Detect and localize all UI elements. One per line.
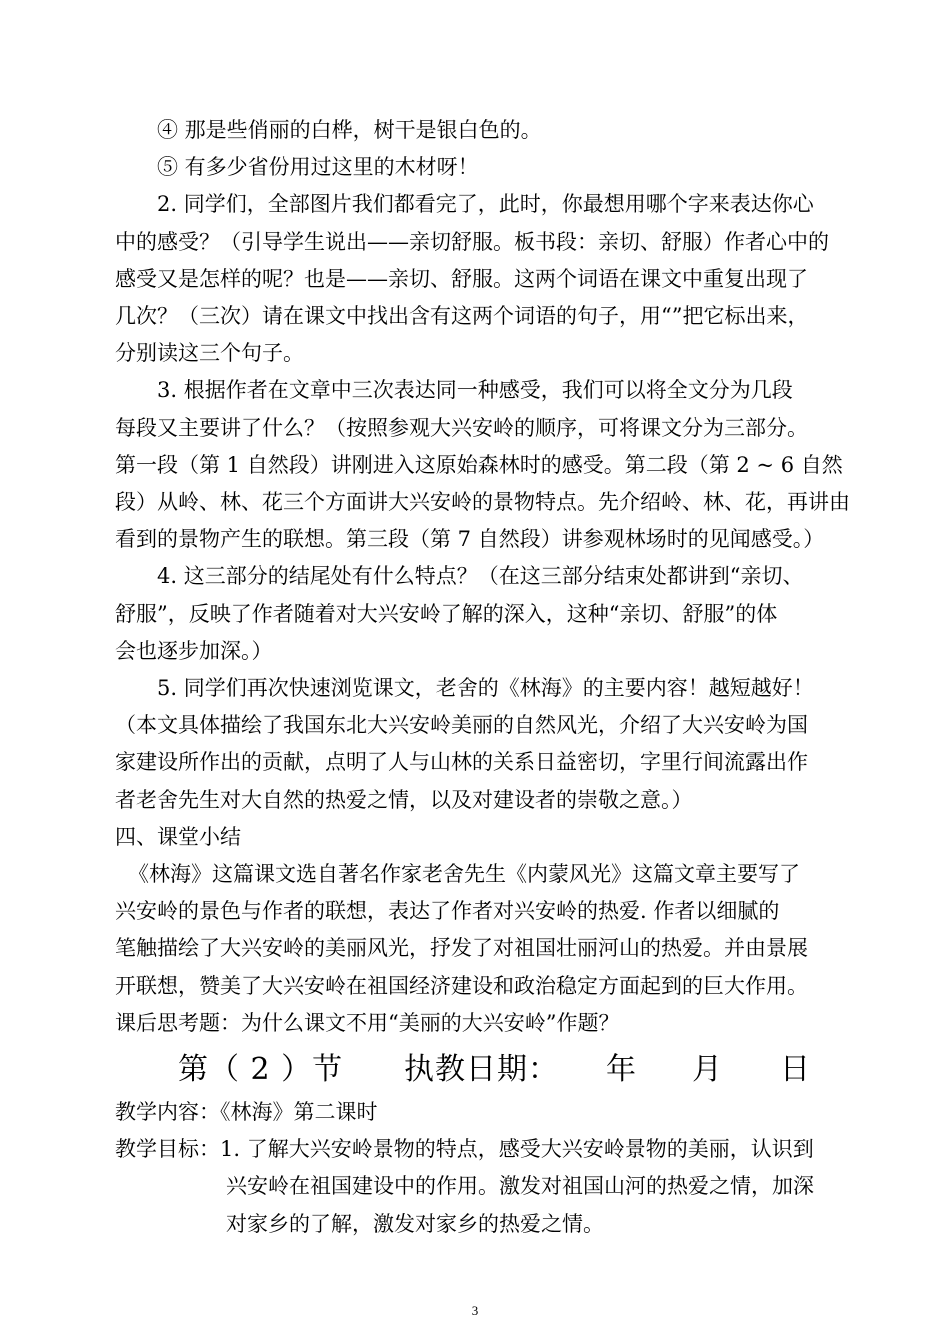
section-heading: 四、课堂小结 (115, 824, 241, 849)
teaching-goal-line: 教学目标：1. 了解大兴安岭景物的特点，感受大兴安岭景物的美丽，认识到 (115, 1137, 814, 1162)
paragraph-line: （本文具体描绘了我国东北大兴安岭美丽的自然风光，介绍了大兴安岭为国 (115, 713, 808, 738)
paragraph-line: 每段又主要讲了什么？（按照参观大兴安岭的顺序，可将课文分为三部分。 (115, 415, 808, 440)
paragraph-line: 课后思考题：为什么课文不用“美丽的大兴安岭”作题？ (115, 1010, 620, 1035)
paragraph-line: 2. 同学们，全部图片我们都看完了，此时，你最想用哪个字来表达你心 (157, 192, 814, 217)
paragraph-line: 段）从岭、林、花三个方面讲大兴安岭的景物特点。先介绍岭、林、花，再讲由 (115, 490, 850, 514)
paragraph-line: 第一段（第 1 自然段）讲刚进入这原始森林时的感受。第二段（第 2 ~ 6 自然 (115, 452, 843, 477)
list-item: ④ 那是些俏丽的白桦，树干是银白色的。 (157, 118, 542, 142)
lesson-number: 第（ 2 ）节 (178, 1052, 344, 1087)
teaching-goal-line: 对家乡的了解，激发对家乡的热爱之情。 (226, 1211, 604, 1236)
teaching-content: 教学内容：《林海》第二课时 (115, 1100, 378, 1124)
paragraph-line: 3. 根据作者在文章中三次表达同一种感受，我们可以将全文分为几段 (157, 378, 793, 403)
paragraph-line: 4. 这三部分的结尾处有什么特点？（在这三部分结束处都讲到“亲切、 (157, 564, 804, 589)
paragraph-line: 看到的景物产生的联想。第三段（第 7 自然段）讲参观林场时的见闻感受。） (115, 527, 825, 552)
paragraph-line: 《林海》这篇课文选自著名作家老舍先生《内蒙风光》这篇文章主要写了 (128, 862, 800, 886)
paragraph-line: 会也逐步加深。） (115, 638, 273, 663)
month-label: 月 (692, 1052, 723, 1087)
paragraph-line: 兴安岭的景色与作者的联想，表达了作者对兴安岭的热爱. 作者以细腻的 (115, 899, 780, 924)
teaching-goal-line: 兴安岭在祖国建设中的作用。激发对祖国山河的热爱之情，加深 (226, 1174, 814, 1199)
page-number: 3 (471, 1303, 479, 1318)
list-item: ⑤ 有多少省份用过这里的木材呀！ (157, 155, 479, 180)
paragraph-line: 家建设所作出的贡献，点明了人与山林的关系日益密切，字里行间流露出作 (115, 750, 808, 775)
day-label: 日 (780, 1052, 811, 1087)
paragraph-line: 者老舍先生对大自然的热爱之情，以及对建设者的崇敬之意。） (115, 787, 693, 812)
paragraph-line: 舒服”，反映了作者随着对大兴安岭了解的深入，这种“亲切、舒服”的体 (115, 601, 778, 626)
date-label: 执教日期： (404, 1052, 559, 1087)
year-label: 年 (606, 1052, 637, 1087)
paragraph-line: 笔触描绘了大兴安岭的美丽风光，抒发了对祖国壮丽河山的热爱。并由景展 (115, 936, 808, 961)
paragraph-line: 分别读这三个句子。 (115, 341, 304, 366)
paragraph-line: 感受又是怎样的呢？也是——亲切、舒服。这两个词语在课文中重复出现了 (115, 266, 808, 291)
paragraph-line: 开联想，赞美了大兴安岭在祖国经济建设和政治稳定方面起到的巨大作用。 (115, 973, 808, 998)
paragraph-line: 几次？（三次）请在课文中找出含有这两个词语的句子，用“”把它标出来， (115, 304, 809, 328)
paragraph-line: 5. 同学们再次快速浏览课文，老舍的《林海》的主要内容！越短越好！ (157, 676, 814, 700)
paragraph-line: 中的感受？（引导学生说出——亲切舒服。板书段：亲切、舒服）作者心中的 (115, 229, 829, 254)
